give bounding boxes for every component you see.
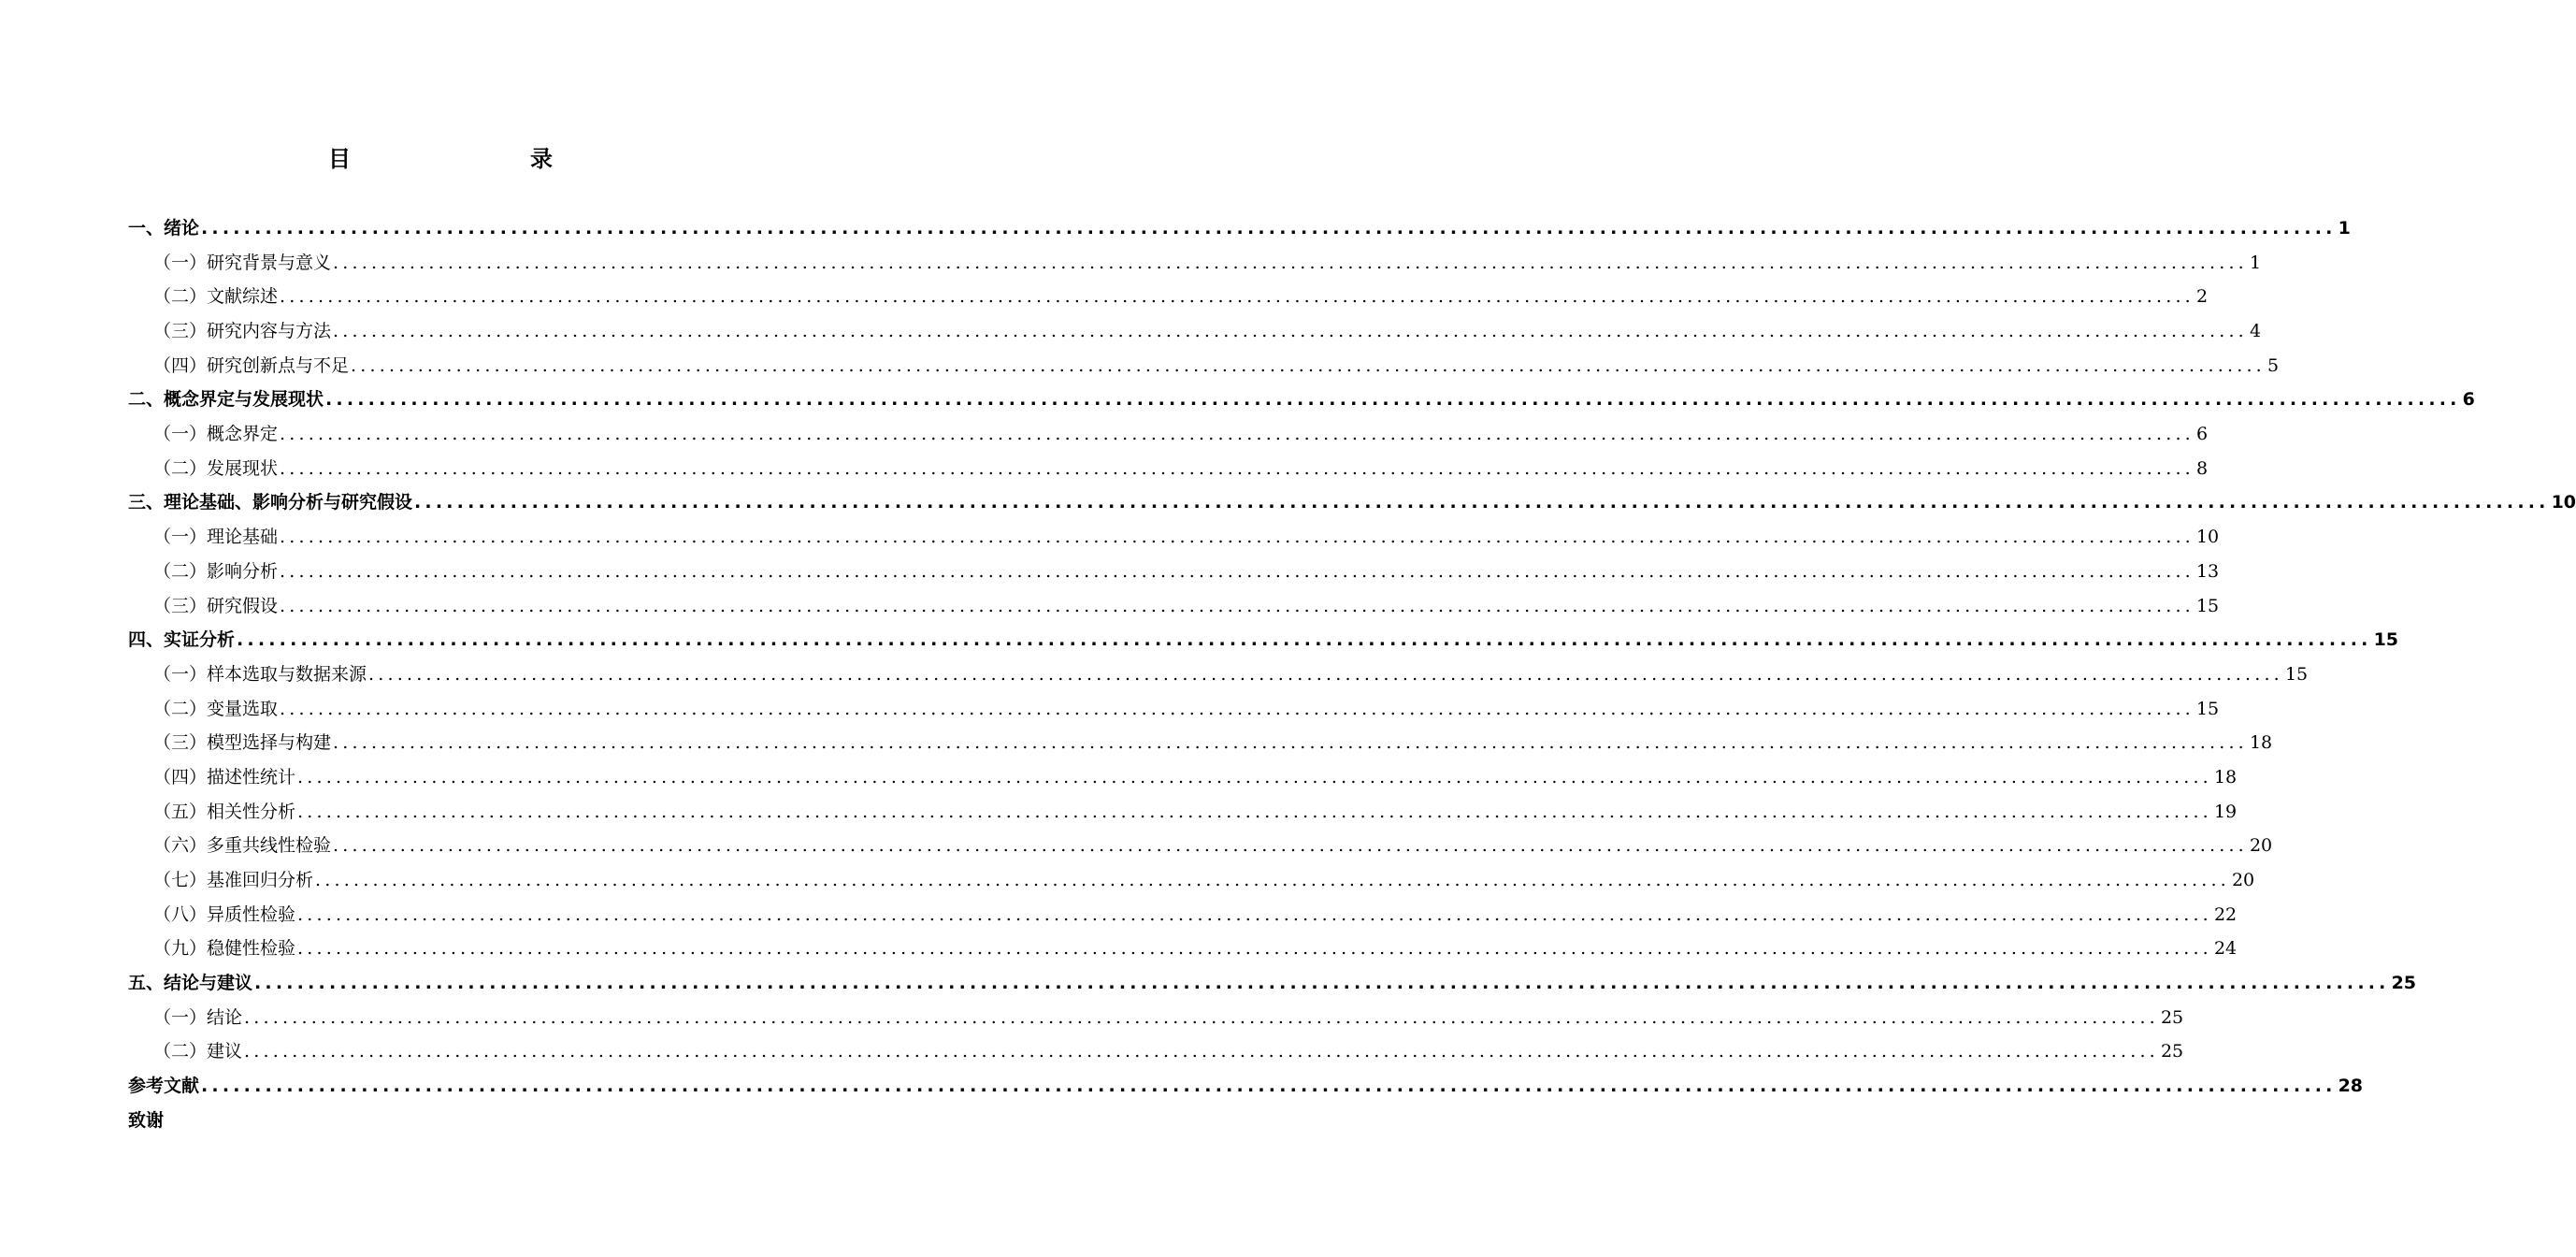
toc-entry-title: （一）研究背景与意义 [153,252,332,273]
toc-dot-leader: ........................................................................................................................................................................................................ [333,835,2248,857]
toc-page-number: 6 [2462,389,2475,411]
toc-section-entry[interactable] [128,589,2220,624]
toc-entry-title: （七）基准回归分析 [153,870,314,891]
toc-chapter-entry[interactable] [128,383,2475,417]
toc-dot-leader: ........................................................................................................................................................................................................ [351,354,2266,376]
toc-page-number: 18 [2213,766,2238,787]
toc-page-number: 20 [2231,870,2255,891]
toc-section-entry[interactable] [128,829,2273,863]
toc-section-entry[interactable] [128,417,2209,452]
toc-dot-leader: ........................................................................................................................................................................................................ [280,698,2195,719]
toc-entry-title: （一）样本选取与数据来源 [153,663,367,685]
toc-entry-title: 二、概念界定与发展现状 [128,389,324,411]
toc-dot-leader: ........................................................................................................................................................................................................ [244,1041,2159,1062]
toc-entry-title: （一）理论基础 [153,527,279,548]
toc-page-number: 15 [2195,595,2220,616]
toc-dot-leader: ........................................................................................................................................................................................................ [333,252,2248,273]
toc-dot-leader: ........................................................................................................................................................................................................ [237,629,2372,651]
toc-entry-title: （三）模型选择与构建 [153,732,332,754]
table-of-contents [128,211,2576,1138]
toc-section-entry[interactable] [128,795,2238,830]
toc-chapter-entry[interactable] [128,1104,795,1138]
toc-page-number: 8 [2195,457,2209,479]
toc-entry-title: （三）研究内容与方法 [153,321,332,342]
toc-entry-title: （六）多重共线性检验 [153,835,332,857]
toc-page-number: 24 [2213,938,2238,960]
toc-section-entry[interactable] [128,898,2238,932]
toc-section-entry[interactable] [128,452,2209,486]
toc-chapter-entry[interactable] [128,486,2576,521]
toc-entry-title: （三）研究假设 [153,595,279,616]
toc-dot-leader: ........................................................................................................................................................................................................ [297,903,2212,925]
toc-section-entry[interactable] [128,520,2220,555]
toc-dot-leader: ........................................................................................................................................................................................................ [414,492,2550,513]
toc-page-number: 22 [2213,903,2238,925]
toc-dot-leader: ........................................................................................................................................................................................................ [315,870,2230,891]
toc-dot-leader: ........................................................................................................................................................................................................ [280,595,2195,616]
toc-entry-title: 四、实证分析 [128,629,236,651]
toc-section-entry[interactable] [128,1001,2184,1035]
toc-page-number: 15 [2373,629,2399,651]
toc-section-entry[interactable] [128,863,2255,898]
toc-dot-leader: ........................................................................................................................................................................................................ [244,1006,2159,1028]
toc-section-entry[interactable] [128,349,2280,383]
toc-page-number: 28 [2338,1076,2364,1097]
toc-page-number: 18 [2249,732,2273,754]
toc-entry-title: （二）变量选取 [153,698,279,719]
toc-entry-title: 一、绪论 [128,217,200,238]
toc-entry-title: （八）异质性检验 [153,903,296,925]
toc-entry-title: （五）相关性分析 [153,801,296,822]
toc-page-number: 1 [2338,217,2351,238]
toc-page-number: 2 [2195,286,2209,308]
toc-chapter-entry[interactable] [128,1069,2364,1104]
toc-entry-title: （四）研究创新点与不足 [153,354,350,376]
toc-page-number: 13 [2195,560,2220,582]
toc-entry-title: 参考文献 [128,1076,200,1097]
toc-dot-leader: ........................................................................................................................................................................................................ [280,560,2195,582]
toc-dot-leader: ........................................................................................................................................................................................................ [333,321,2248,342]
toc-section-entry[interactable] [128,314,2262,349]
toc-page-number: 6 [2195,424,2209,445]
toc-entry-title: 致谢 [128,1109,165,1131]
toc-section-entry[interactable] [128,932,2238,966]
toc-entry-title: （二）影响分析 [153,560,279,582]
toc-entry-title: （二）建议 [153,1041,243,1062]
toc-page-number: 15 [2284,663,2309,685]
toc-entry-title: （九）稳健性检验 [153,938,296,960]
toc-section-entry[interactable] [128,726,2273,760]
toc-dot-leader: ........................................................................................................................................................................................................ [297,801,2212,822]
toc-page-number: 4 [2249,321,2262,342]
toc-section-entry[interactable] [128,692,2220,727]
toc-dot-leader: ........................................................................................................................................................................................................ [297,766,2212,787]
toc-entry-title: （一）概念界定 [153,424,279,445]
toc-page-number: 19 [2213,801,2238,822]
toc-page-number: 1 [2249,252,2262,273]
toc-chapter-entry[interactable] [128,623,2399,657]
toc-page-number: 15 [2195,698,2220,719]
toc-entry-title: 三、理论基础、影响分析与研究假设 [128,492,413,513]
toc-dot-leader: ........................................................................................................................................................................................................ [333,732,2248,754]
toc-section-entry[interactable] [128,246,2262,281]
toc-chapter-entry[interactable] [128,211,2351,246]
toc-page-number: 25 [2160,1006,2184,1028]
toc-dot-leader: ........................................................................................................................................................................................................ [280,286,2195,308]
toc-dot-leader: ........................................................................................................................................................................................................ [280,527,2195,548]
toc-page-number: 25 [2391,973,2417,994]
toc-dot-leader: ........................................................................................................................................................................................................ [201,1076,2337,1097]
toc-dot-leader: ........................................................................................................................................................................................................ [201,217,2337,238]
toc-entry-title: （四）描述性统计 [153,766,296,787]
toc-section-entry[interactable] [128,657,2309,692]
toc-dot-leader: ........................................................................................................................................................................................................ [280,424,2195,445]
toc-page-number: 10 [2551,492,2576,513]
toc-dot-leader: ........................................................................................................................................................................................................ [280,457,2195,479]
toc-page-number: 10 [2195,527,2220,548]
toc-section-entry[interactable] [128,760,2238,795]
toc-section-entry[interactable] [128,555,2220,589]
toc-dot-leader: ........................................................................................................................................................................................................ [297,938,2212,960]
toc-dot-leader: ........................................................................................................................................................................................................ [325,389,2461,411]
toc-page-number: 20 [2249,835,2273,857]
toc-entry-title: （二）发展现状 [153,457,279,479]
toc-dot-leader: ........................................................................................................................................................................................................ [254,973,2390,994]
toc-page-number: 5 [2267,354,2280,376]
toc-entry-title: 五、结论与建议 [128,973,253,994]
toc-section-entry[interactable] [128,1035,2184,1070]
toc-dot-leader: ........................................................................................................................................................................................................ [368,663,2283,685]
toc-entry-title: （一）结论 [153,1006,243,1028]
toc-page-number: 25 [2160,1041,2184,1062]
toc-entry-title: （二）文献综述 [153,286,279,308]
toc-section-entry[interactable] [128,280,2209,314]
toc-chapter-entry[interactable] [128,966,2417,1001]
toc-title: 目 录 [328,145,597,172]
